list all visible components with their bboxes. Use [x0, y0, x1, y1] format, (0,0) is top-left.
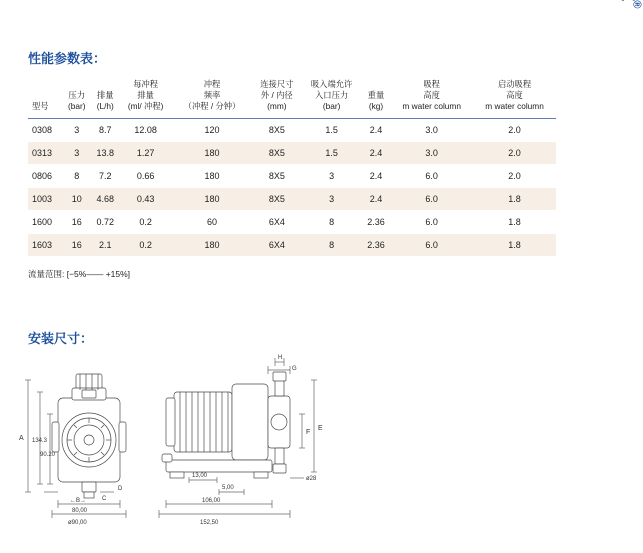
- cell-pressure: 16: [62, 233, 91, 256]
- cell-inlet-pressure: 1.5: [301, 118, 361, 141]
- label-c: C: [102, 496, 107, 502]
- table-row: [28, 187, 556, 210]
- brand-name: [614, 0, 643, 8]
- label-90-20: 90.20: [40, 452, 56, 458]
- cell-stroke-rate: 180: [172, 233, 252, 256]
- performance-table-wrap: [28, 76, 556, 257]
- cell-stroke-rate: 180: [172, 164, 252, 187]
- label-134-3: 134.3: [32, 438, 48, 444]
- cell-connection-size: 8X5: [252, 164, 301, 187]
- cell-inlet-pressure: 1.5: [301, 141, 361, 164]
- label-152-50: 152,50: [200, 520, 219, 526]
- table-row: [28, 164, 556, 187]
- cell-model: 0313: [28, 141, 62, 164]
- cell-priming-height: 2.0: [473, 141, 556, 164]
- col-header-stroke-rate: 冲程 频率 （冲程 / 分钟）: [172, 76, 252, 118]
- cell-capacity: 4.68: [91, 187, 120, 210]
- cell-suction-height: 3.0: [390, 141, 473, 164]
- cell-pressure: 3: [62, 118, 91, 141]
- cell-connection-size: 6X4: [252, 210, 301, 233]
- label-28: ø28: [306, 476, 317, 482]
- cell-model: 0806: [28, 164, 62, 187]
- label-g: G: [292, 366, 297, 372]
- flow-range-note: 流量范围: [−5%—— +15%]: [28, 269, 131, 279]
- cell-stroke-rate: 60: [172, 210, 252, 233]
- cell-stroke-volume: 0.66: [120, 164, 172, 187]
- dimensions-section-title: 安装尺寸：: [28, 331, 94, 346]
- table-row: [28, 118, 556, 141]
- col-header-model: 型号: [28, 76, 62, 118]
- cell-model: 0308: [28, 118, 62, 141]
- cell-stroke-rate: 180: [172, 187, 252, 210]
- label-h: H: [278, 355, 283, 361]
- cell-stroke-volume: 0.2: [120, 210, 172, 233]
- cell-capacity: 8.7: [91, 118, 120, 141]
- label-f: F: [306, 429, 311, 436]
- cell-stroke-rate: 120: [172, 118, 252, 141]
- cell-stroke-volume: 0.2: [120, 233, 172, 256]
- performance-table: [28, 76, 556, 257]
- col-header-connection-size: 连接尺寸 外 / 内径 (mm): [252, 76, 301, 118]
- table-row: [28, 233, 556, 256]
- col-header-pressure: 压力 (bar): [62, 76, 91, 118]
- cell-stroke-volume: 1.27: [120, 141, 172, 164]
- cell-model: 1600: [28, 210, 62, 233]
- cell-priming-height: 1.8: [473, 233, 556, 256]
- brand-logo: [570, 0, 642, 218]
- cell-inlet-pressure: 3: [301, 164, 361, 187]
- cell-weight: 2.4: [362, 164, 391, 187]
- cell-model: 1603: [28, 233, 62, 256]
- cell-capacity: 7.2: [91, 164, 120, 187]
- label-90-00: ø90,00: [68, 520, 87, 526]
- cell-pressure: 10: [62, 187, 91, 210]
- label-e: E: [318, 425, 323, 432]
- cell-capacity: 13.8: [91, 141, 120, 164]
- cell-stroke-volume: 12.08: [120, 118, 172, 141]
- table-body: [28, 118, 556, 256]
- cell-inlet-pressure: 8: [301, 210, 361, 233]
- cell-weight: 2.4: [362, 118, 391, 141]
- col-header-stroke-volume: 每冲程 排量 (ml/ 冲程): [120, 76, 172, 118]
- cell-weight: 2.4: [362, 187, 391, 210]
- col-header-inlet-pressure: 吸入端允许 入口压力 (bar): [301, 76, 361, 118]
- table-header-row: [28, 76, 556, 118]
- cell-pressure: 16: [62, 210, 91, 233]
- cell-priming-height: 1.8: [473, 187, 556, 210]
- cell-connection-size: 8X5: [252, 141, 301, 164]
- cell-suction-height: 6.0: [390, 210, 473, 233]
- cell-priming-height: 2.0: [473, 118, 556, 141]
- cell-suction-height: 6.0: [390, 187, 473, 210]
- cell-weight: 2.4: [362, 141, 391, 164]
- label-d: D: [118, 486, 123, 492]
- pump-dimension-svg: [14, 352, 354, 542]
- col-header-capacity: 排量 (L/h): [91, 76, 120, 118]
- registered-mark: ®: [630, 0, 642, 8]
- cell-model: 1003: [28, 187, 62, 210]
- label-b: ←B→: [70, 498, 87, 504]
- cell-capacity: 2.1: [91, 233, 120, 256]
- cell-connection-size: 8X5: [252, 187, 301, 210]
- label-a: A: [19, 435, 24, 442]
- label-106-00: 106,00: [202, 498, 221, 504]
- cell-suction-height: 6.0: [390, 233, 473, 256]
- cell-pressure: 3: [62, 141, 91, 164]
- cell-suction-height: 6.0: [390, 164, 473, 187]
- cell-weight: 2.36: [362, 233, 391, 256]
- cell-weight: 2.36: [362, 210, 391, 233]
- table-row: [28, 210, 556, 233]
- cell-stroke-rate: 180: [172, 141, 252, 164]
- cell-inlet-pressure: 8: [301, 233, 361, 256]
- dimension-drawings: [14, 352, 354, 542]
- cell-priming-height: 2.0: [473, 164, 556, 187]
- cell-stroke-volume: 0.43: [120, 187, 172, 210]
- cell-inlet-pressure: 3: [301, 187, 361, 210]
- cell-capacity: 0.72: [91, 210, 120, 233]
- performance-section-title: 性能参数表：: [28, 51, 107, 66]
- col-header-priming-height: 启动吸程 高度 m water column: [473, 76, 556, 118]
- cell-connection-size: 6X4: [252, 233, 301, 256]
- col-header-weight: 重量 (kg): [362, 76, 391, 118]
- label-5-00: 5,00: [222, 485, 234, 491]
- cell-connection-size: 8X5: [252, 118, 301, 141]
- label-80-00: 80,00: [72, 508, 88, 514]
- label-13-00: 13,00: [192, 473, 208, 479]
- cell-pressure: 8: [62, 164, 91, 187]
- table-head: [28, 76, 556, 118]
- cell-suction-height: 3.0: [390, 118, 473, 141]
- cell-priming-height: 1.8: [473, 210, 556, 233]
- col-header-suction-height: 吸程 高度 m water column: [390, 76, 473, 118]
- table-row: [28, 141, 556, 164]
